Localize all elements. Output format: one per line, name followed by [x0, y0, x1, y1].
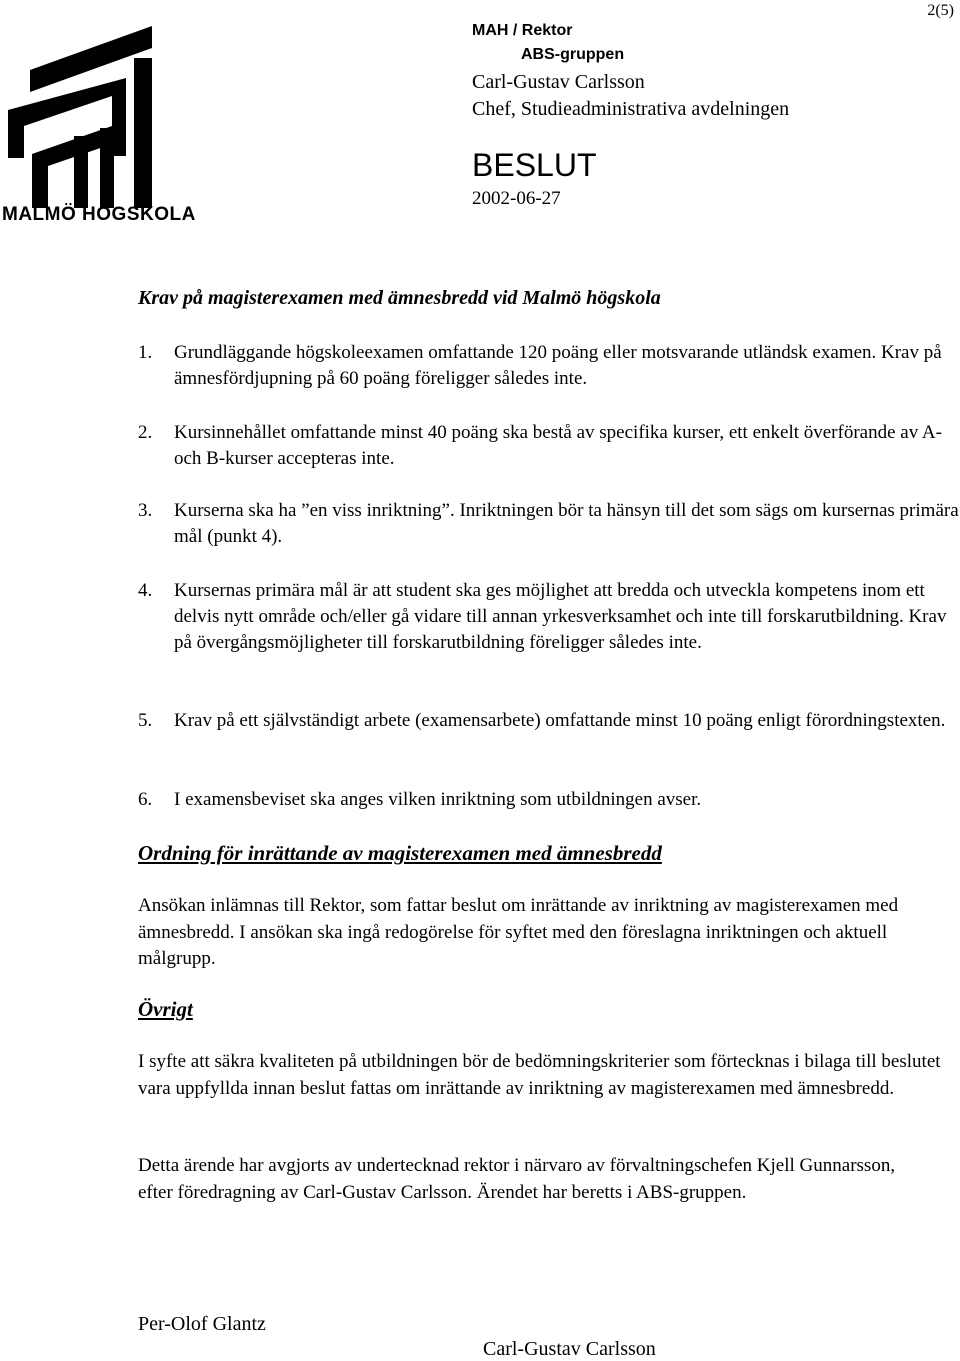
requirement-number: 1. [138, 342, 153, 363]
signature-name-1: Per-Olof Glantz [138, 1313, 266, 1335]
requirement-text: Grundläggande högskoleexamen omfattande 120 poäng eller motsvarande utländsk examen. Krav på ämnesfördjupning på 60 poäng föreligger således inte. [174, 342, 942, 389]
page-number: 2(5) [927, 2, 954, 19]
header-unit: MAH / Rektor [472, 22, 573, 39]
requirement-text: Krav på ett självständigt arbete (examensarbete) omfattande minst 10 poäng enligt förordningstexten. [174, 710, 946, 731]
requirement-text: Kurserna ska ha ”en viss inriktning”. Inriktningen bör ta hänsyn till det som sägs om kursernas primära mål (punkt 4). [174, 500, 959, 547]
section-heading-ordning: Ordning för inrättande av magisterexamen med ämnesbredd [138, 841, 662, 865]
requirement-item [138, 498, 960, 550]
logo-text: MALMÖ HÖGSKOLA [2, 204, 196, 225]
requirement-number: 2. [138, 422, 153, 443]
signature-name-2: Carl-Gustav Carlsson [483, 1338, 656, 1360]
header-person: Carl-Gustav Carlsson [472, 71, 645, 93]
requirement-number: 4. [138, 580, 153, 601]
document-type: BESLUT [472, 147, 597, 183]
section-text-ordning: Ansökan inlämnas till Rektor, som fattar beslut om inrättande av inriktning av magisterexamen med ämnesbredd. I ansökan ska ingå redogörelse för syftet med den föreslagna inriktningen och aktuell målgrupp. [138, 895, 899, 969]
header-group: ABS-gruppen [521, 46, 625, 63]
closing-paragraph: Detta ärende har avgjorts av undertecknad rektor i närvaro av förvaltningschefen Kjell Gunnarsson, efter föredragning av Carl-Gustav Carlsson. Ärendet har beretts i ABS-gruppen. [138, 1155, 896, 1203]
requirement-text: Kursernas primära mål är att student ska ges möjlighet att bredda och utveckla kompetens inom ett delvis nytt område och/eller gå vidare till annan yrkesverksamhet och inte till forskarutbildning. Krav på övergångsmöjligheter till forskarutbildning föreligger således inte. [174, 580, 947, 653]
requirement-item [138, 708, 960, 734]
section-heading-ovrigt: Övrigt [138, 997, 193, 1021]
document-title: Krav på magisterexamen med ämnesbredd vid Malmö högskola [138, 287, 661, 309]
requirement-item [138, 420, 960, 472]
malmo-hogskola-logo [2, 8, 170, 230]
requirement-text: I examensbeviset ska anges vilken inriktning som utbildningen avser. [174, 789, 702, 810]
requirement-number: 5. [138, 710, 153, 731]
document-date: 2002-06-27 [472, 188, 561, 209]
header-role: Chef, Studieadministrativa avdelningen [472, 98, 790, 120]
requirement-text: Kursinnehållet omfattande minst 40 poäng ska bestå av specifika kurser, ett enkelt överförande av A- och B-kurser accepteras inte. [174, 422, 942, 469]
requirement-item [138, 340, 960, 392]
requirement-item [138, 787, 960, 813]
requirement-item [138, 578, 960, 656]
requirement-number: 3. [138, 500, 153, 521]
section-text-ovrigt: I syfte att säkra kvaliteten på utbildningen bör de bedömningskriterier som förtecknas i bilaga till beslutet vara uppfyllda innan beslut fattas om inrättande av inriktning av magisterexamen med ämnesbredd. [138, 1051, 941, 1099]
requirement-number: 6. [138, 789, 153, 810]
